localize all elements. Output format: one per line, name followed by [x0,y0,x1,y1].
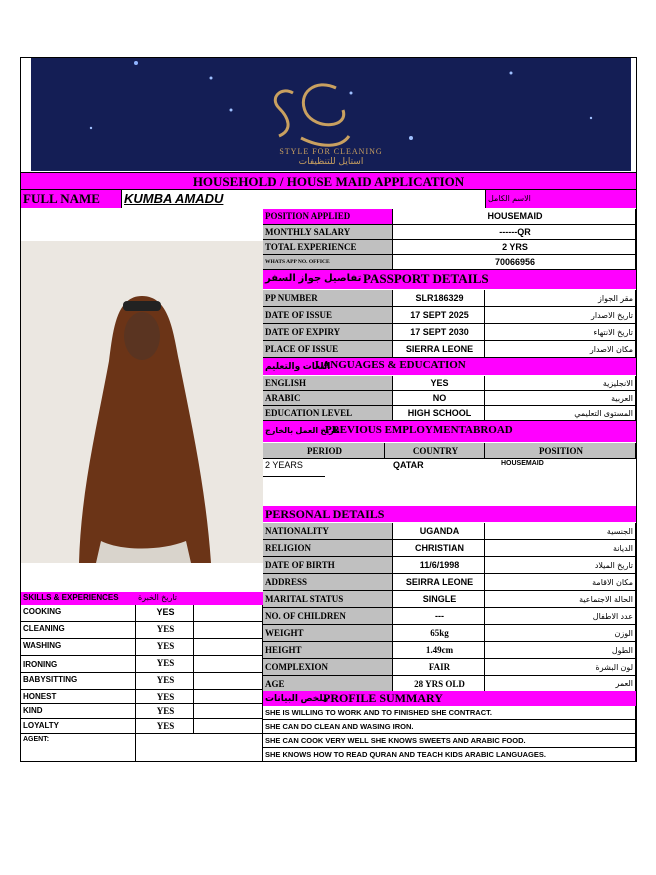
complexion-ar: لون البشرة [485,659,636,676]
weight-value: 65kg [393,625,485,642]
pp-number-label: PP NUMBER [263,290,393,307]
skill-ironing-blank [194,656,263,673]
full-name-label-ar: الاسم الكامل [486,190,636,208]
children-label: NO. OF CHILDREN [263,608,393,625]
total-experience-label: TOTAL EXPERIENCE [263,240,393,255]
skill-cooking-blank [194,605,263,622]
skill-loyalty-label: LOYALTY [21,719,136,734]
profile-header [263,691,636,706]
employment-header [263,421,636,442]
skill-cleaning-label: CLEANING [21,622,136,639]
age-label: AGE [263,676,393,692]
skill-kind-value: YES [136,704,194,719]
children-ar: عدد الاطفال [485,608,636,625]
country-column: COUNTRY [385,443,485,459]
whatsapp-label: WHATS APP NO. OFFICE [263,255,393,270]
age-ar: العمر [485,676,636,692]
brand-name: STYLE FOR CLEANING [279,147,383,156]
english-ar: الانجليزية [485,376,636,391]
employment-position: HOUSEMAID [501,460,544,467]
address-ar: مكان الاقامة [485,574,636,591]
complexion-label: COMPLEXION [263,659,393,676]
total-experience-value: 2 YRS [393,240,636,255]
weight-ar: الوزن [485,625,636,642]
position-applied-value: HOUSEMAID [393,209,636,225]
issue-date-label: DATE OF ISSUE [263,307,393,324]
skill-babysitting-value: YES [136,673,194,690]
marital-status-label: MARITAL STATUS [263,591,393,608]
employment-header-title: PREVIOUS EMPLOYMENTABROAD [325,424,513,436]
monthly-salary-value: ------QR [393,225,636,240]
age-value: 28 YRS OLD [393,676,485,692]
skill-loyalty-value: YES [136,719,194,734]
profile-line: SHE CAN DO CLEAN AND WASING IRON. [263,720,636,734]
skill-cleaning-blank [194,622,263,639]
profile-line: SHE CAN COOK VERY WELL SHE KNOWS SWEETS AND ARABIC FOOD. [263,734,636,748]
dob-label: DATE OF BIRTH [263,557,393,574]
period-column: PERIOD [263,443,385,459]
skills-header-ar: تاريخ الخبرة [138,593,177,602]
agent-label: AGENT: [21,734,136,762]
profile-header-ar: ملخص البيانات [265,693,329,703]
dob-value: 11/6/1998 [393,557,485,574]
passport-header [263,270,636,289]
issue-date-value: 17 SEPT 2025 [393,307,485,324]
expiry-date-value: 17 SEPT 2030 [393,324,485,341]
position-column: POSITION [485,443,636,459]
candidate-photo [21,241,263,563]
english-label: ENGLISH [263,376,393,391]
skill-kind-label: KIND [21,704,136,719]
skills-header [21,592,263,605]
application-sheet [20,57,637,762]
skill-washing-value: YES [136,639,194,656]
skill-babysitting-label: BABYSITTING [21,673,136,690]
skill-honest-value: YES [136,690,194,704]
skill-kind-blank [194,704,263,719]
skill-babysitting-blank [194,673,263,690]
passport-header-ar: تفاصيل جواز السفر [265,273,362,284]
education-ar: المستوى التعليمي [485,406,636,421]
employment-period: 2 YEARS [265,460,303,470]
place-of-issue-label: PLACE OF ISSUE [263,341,393,358]
expiry-date-ar: تاريخ الانتهاء [485,324,636,341]
arabic-label: ARABIC [263,391,393,406]
address-label: ADDRESS [263,574,393,591]
height-label: HEIGHT [263,642,393,659]
children-value: --- [393,608,485,625]
profile-line: SHE KNOWS HOW TO READ QURAN AND TEACH KIDS ARABIC LANGUAGES. [263,748,636,762]
full-name-value: KUMBA AMADU [121,190,486,208]
arabic-ar: العربية [485,391,636,406]
skill-honest-blank [194,690,263,704]
skill-washing-blank [194,639,263,656]
english-value: YES [393,376,485,391]
nationality-ar: الجنسية [485,523,636,540]
profile-line: SHE IS WILLING TO WORK AND TO FINISHED SHE CONTRACT. [263,706,636,720]
skill-washing-label: WASHING [21,639,136,656]
skills-header-title: SKILLS & EXPERIENCES [23,593,119,602]
skill-cooking-value: YES [136,605,194,622]
brand-banner [31,58,631,171]
pp-number-ar: مقر الجواز [485,290,636,307]
nationality-value: UGANDA [393,523,485,540]
whatsapp-value: 70066956 [393,255,636,270]
skill-loyalty-blank [194,719,263,734]
languages-header [263,358,636,375]
brand-name-ar: استايل للتنظيفات [298,157,364,167]
agent-value [136,734,263,762]
religion-value: CHRISTIAN [393,540,485,557]
marital-status-ar: الحالة الاجتماعية [485,591,636,608]
skills-table [21,605,263,762]
personal-table [263,523,636,691]
employment-row [263,459,636,477]
height-value: 1.49cm [393,642,485,659]
period-underline [263,476,325,477]
personal-header: PERSONAL DETAILS [263,506,636,522]
skill-ironing-value: YES [136,656,194,673]
address-value: SEIRRA LEONE [393,574,485,591]
passport-table [263,290,636,358]
place-of-issue-ar: مكان الاصدار [485,341,636,358]
page-title: HOUSEHOLD / HOUSE MAID APPLICATION [21,172,636,190]
logo-icon [275,85,349,145]
education-label: EDUCATION LEVEL [263,406,393,421]
marital-status-value: SINGLE [393,591,485,608]
monthly-salary-label: MONTHLY SALARY [263,225,393,240]
skill-cooking-label: COOKING [21,605,136,622]
complexion-value: FAIR [393,659,485,676]
employment-country: QATAR [393,460,424,470]
expiry-date-label: DATE OF EXPIRY [263,324,393,341]
languages-table [263,376,636,421]
nationality-label: NATIONALITY [263,523,393,540]
religion-label: RELIGION [263,540,393,557]
height-ar: الطول [485,642,636,659]
weight-label: WEIGHT [263,625,393,642]
arabic-value: NO [393,391,485,406]
candidate-photo-graphic [21,241,263,563]
languages-header-ar: اللغات والتعليم [265,361,331,371]
profile-header-title: PROFILE SUMMARY [323,691,443,705]
skill-cleaning-value: YES [136,622,194,639]
dob-ar: تاريخ الميلاد [485,557,636,574]
issue-date-ar: تاريخ الاصدار [485,307,636,324]
education-value: HIGH SCHOOL [393,406,485,421]
languages-header-title: LANGUAGES & EDUCATION [315,359,466,371]
profile-lines [263,706,636,762]
employment-columns [263,443,636,459]
position-applied-label: POSITION APPLIED [263,209,393,225]
religion-ar: الديانة [485,540,636,557]
skill-ironing-label: IRONING [21,656,136,673]
full-name-label: FULL NAME [21,190,121,208]
employment-header-ar: تاريخ العمل بالخارج [265,426,340,435]
pp-number-value: SLR186329 [393,290,485,307]
place-of-issue-value: SIERRA LEONE [393,341,485,358]
passport-header-title: PASSPORT DETAILS [363,271,489,286]
skill-honest-label: HONEST [21,690,136,704]
